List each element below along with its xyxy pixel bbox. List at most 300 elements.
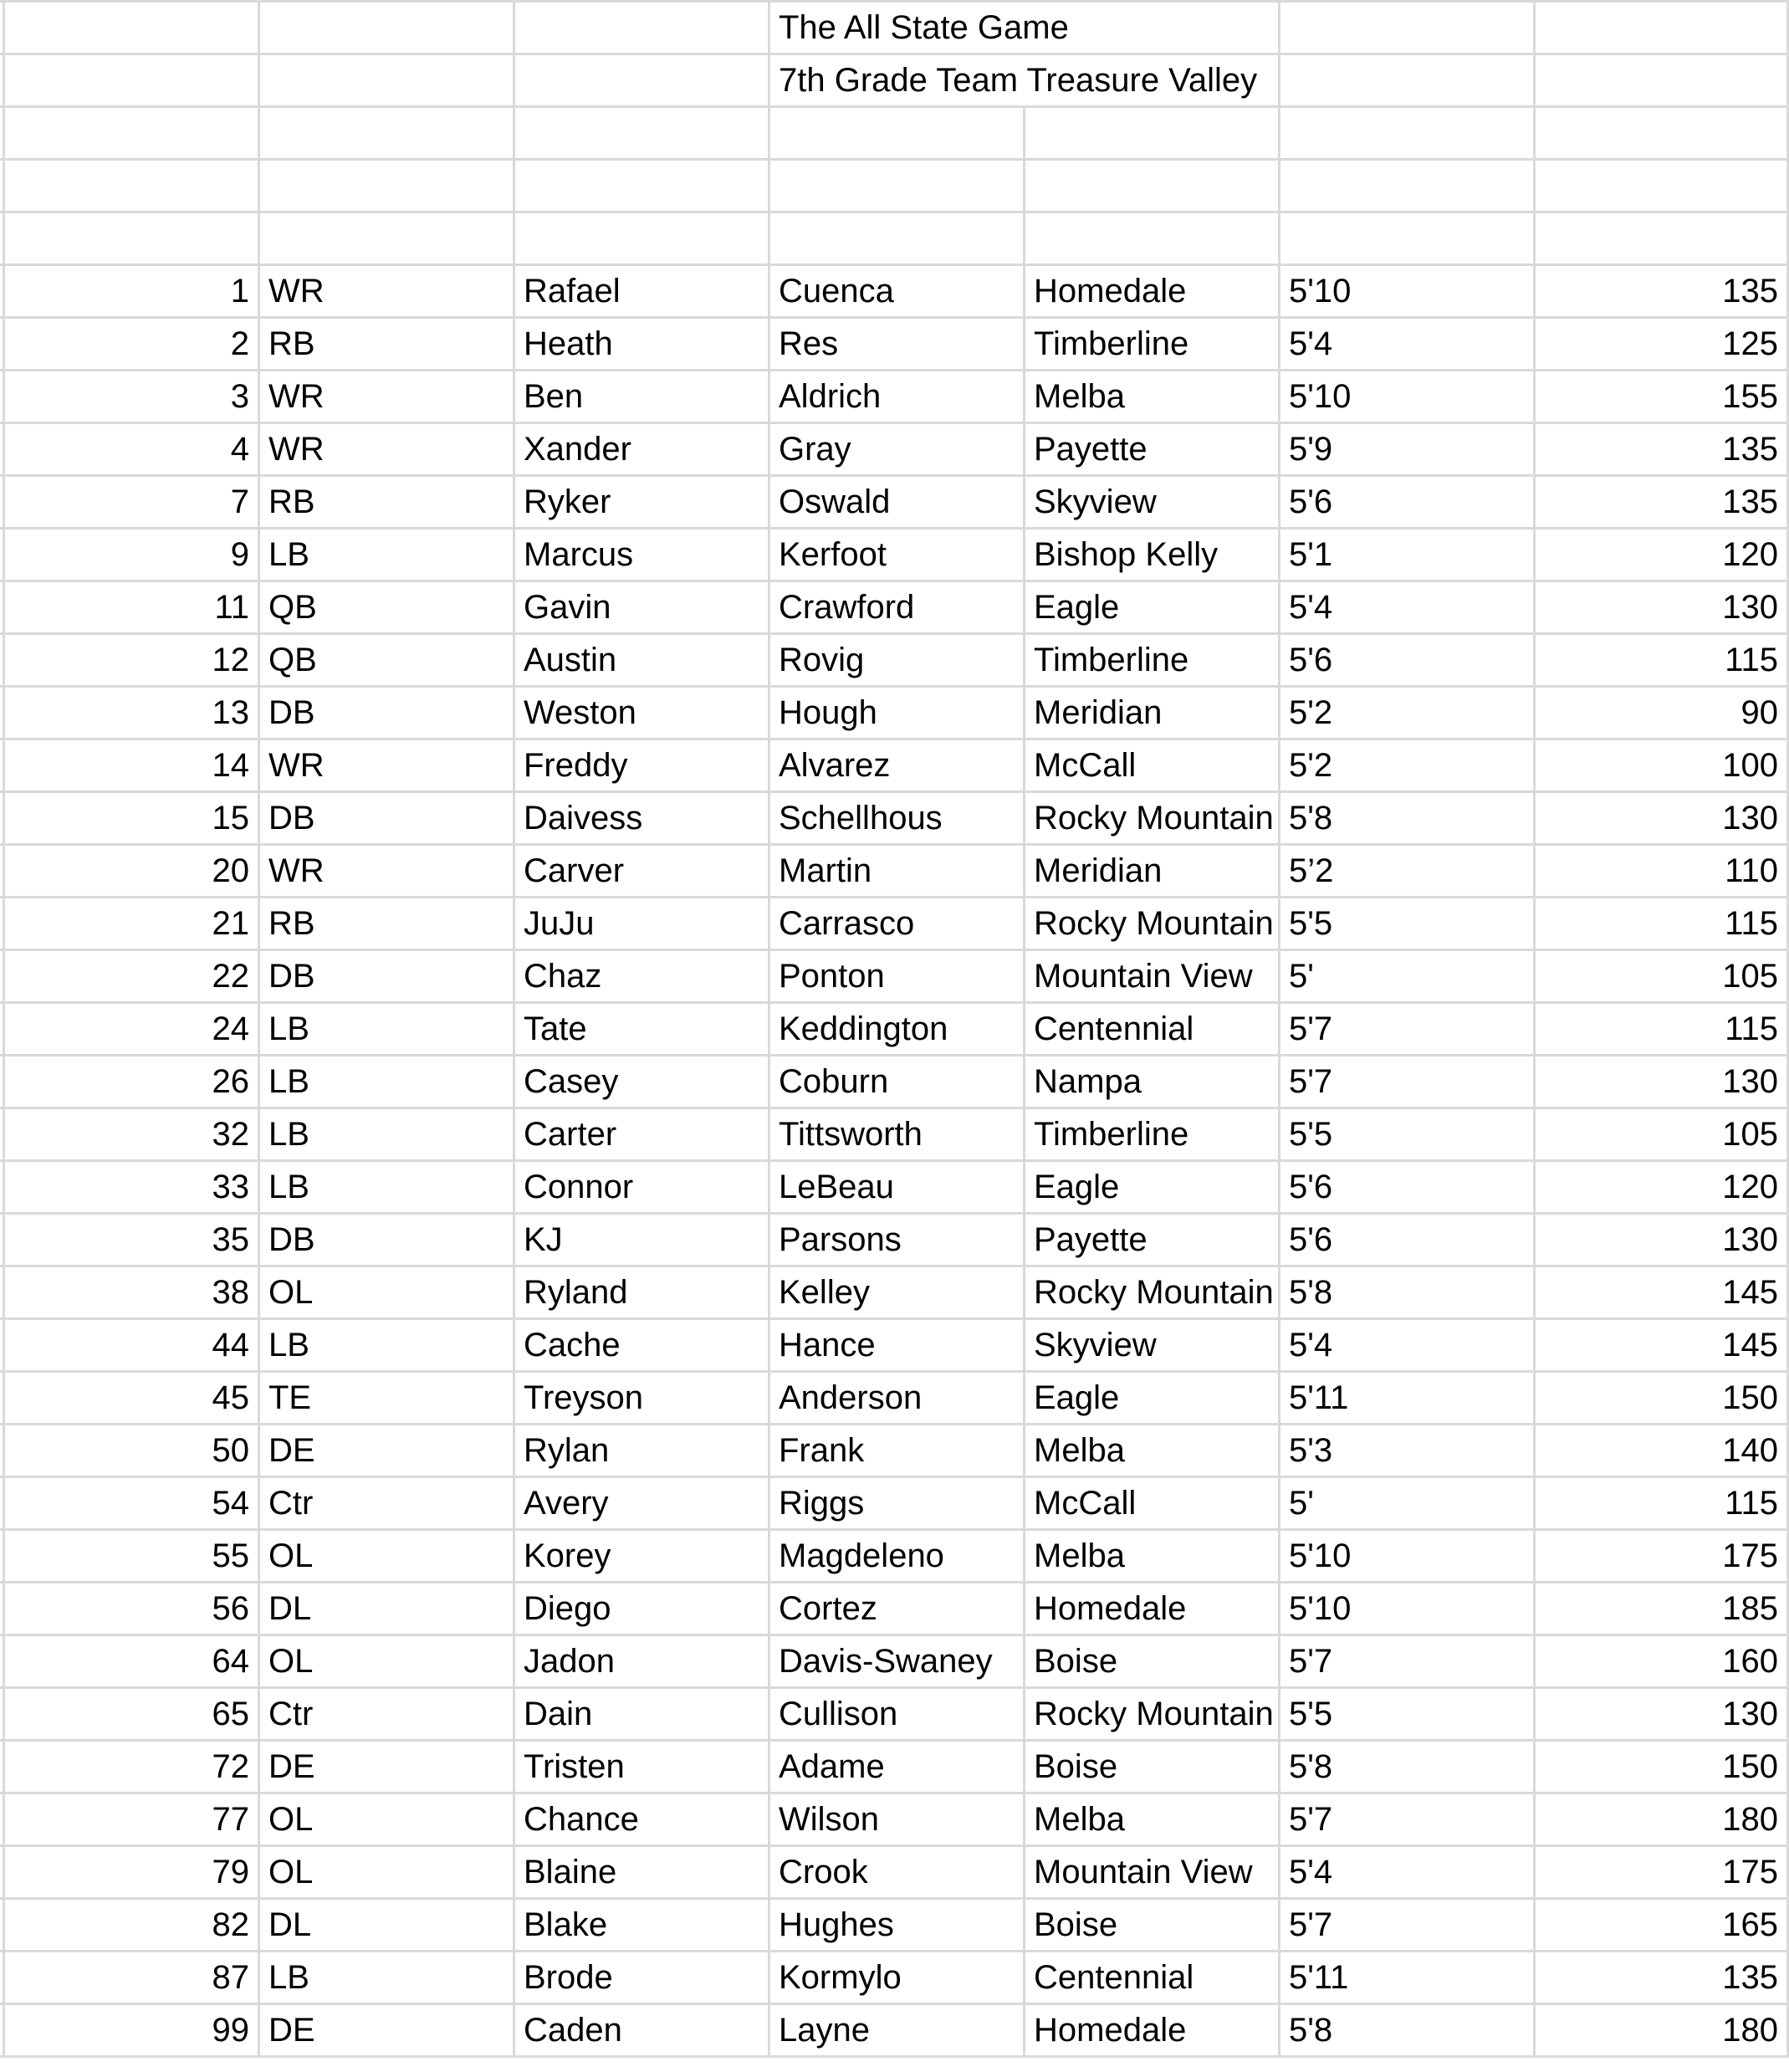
school-cell[interactable]: Meridian bbox=[1023, 846, 1278, 896]
position-cell[interactable]: LB bbox=[258, 530, 513, 580]
school-cell[interactable]: Skyview bbox=[1023, 1320, 1278, 1370]
weight-cell[interactable]: 115 bbox=[1533, 898, 1789, 949]
height-cell[interactable]: 5'8 bbox=[1278, 793, 1533, 843]
last-name-cell[interactable]: Martin bbox=[768, 846, 1023, 896]
first-name-cell[interactable]: Freddy bbox=[513, 740, 768, 790]
title-row-1 bbox=[0, 3, 1789, 55]
table-row bbox=[0, 1689, 1789, 1742]
first-name-cell[interactable]: Diego bbox=[513, 1583, 768, 1634]
jersey-number-cell[interactable]: 82 bbox=[3, 1900, 258, 1950]
school-cell[interactable]: Melba bbox=[1023, 371, 1278, 422]
weight-cell[interactable]: 150 bbox=[1533, 1373, 1789, 1423]
height-cell[interactable]: 5'8 bbox=[1278, 2005, 1533, 2055]
position-cell[interactable]: DL bbox=[258, 1583, 513, 1634]
position-cell[interactable]: Ctr bbox=[258, 1689, 513, 1739]
position-cell[interactable]: RB bbox=[258, 898, 513, 949]
position-cell[interactable]: TE bbox=[258, 1373, 513, 1423]
jersey-number-cell[interactable]: 14 bbox=[3, 740, 258, 790]
table-row bbox=[0, 1952, 1789, 2005]
last-name-cell[interactable]: Cullison bbox=[768, 1689, 1023, 1739]
weight-cell[interactable]: 135 bbox=[1533, 477, 1789, 527]
table-row bbox=[0, 688, 1789, 740]
weight-cell[interactable]: 105 bbox=[1533, 951, 1789, 1001]
first-name-cell[interactable]: Gavin bbox=[513, 582, 768, 632]
jersey-number-cell[interactable]: 54 bbox=[3, 1478, 258, 1528]
weight-cell[interactable]: 175 bbox=[1533, 1847, 1789, 1897]
position-cell[interactable]: DB bbox=[258, 951, 513, 1001]
jersey-number-cell[interactable]: 44 bbox=[3, 1320, 258, 1370]
jersey-number-cell[interactable]: 72 bbox=[3, 1742, 258, 1792]
first-name-cell[interactable]: JuJu bbox=[513, 898, 768, 949]
height-cell[interactable]: 5'5 bbox=[1278, 1689, 1533, 1739]
height-cell[interactable]: 5'2 bbox=[1278, 740, 1533, 790]
last-name-cell[interactable]: Layne bbox=[768, 2005, 1023, 2055]
first-name-cell[interactable]: Treyson bbox=[513, 1373, 768, 1423]
table-row bbox=[0, 1373, 1789, 1425]
jersey-number-cell[interactable]: 79 bbox=[3, 1847, 258, 1897]
first-name-cell[interactable]: Blake bbox=[513, 1900, 768, 1950]
last-name-cell[interactable]: Rovig bbox=[768, 635, 1023, 685]
position-cell[interactable]: RB bbox=[258, 319, 513, 369]
empty-cell[interactable] bbox=[258, 213, 513, 263]
height-cell[interactable]: 5'10 bbox=[1278, 1583, 1533, 1634]
height-cell[interactable]: 5'4 bbox=[1278, 582, 1533, 632]
weight-cell[interactable]: 120 bbox=[1533, 1162, 1789, 1212]
table-row bbox=[0, 740, 1789, 793]
table-row bbox=[0, 477, 1789, 530]
table-row bbox=[0, 1267, 1789, 1320]
position-cell[interactable]: DL bbox=[258, 1900, 513, 1950]
first-name-cell[interactable]: KJ bbox=[513, 1215, 768, 1265]
last-name-cell[interactable]: Cortez bbox=[768, 1583, 1023, 1634]
position-cell[interactable]: LB bbox=[258, 1320, 513, 1370]
position-cell[interactable]: LB bbox=[258, 1056, 513, 1107]
last-name-cell[interactable]: Hughes bbox=[768, 1900, 1023, 1950]
jersey-number-cell[interactable]: 13 bbox=[3, 688, 258, 738]
last-name-cell[interactable]: Crawford bbox=[768, 582, 1023, 632]
school-cell[interactable]: Skyview bbox=[1023, 477, 1278, 527]
school-cell[interactable]: Bishop Kelly bbox=[1023, 530, 1278, 580]
jersey-number-cell[interactable]: 1 bbox=[3, 266, 258, 316]
weight-cell[interactable]: 180 bbox=[1533, 2005, 1789, 2055]
jersey-number-cell[interactable]: 33 bbox=[3, 1162, 258, 1212]
weight-cell[interactable]: 130 bbox=[1533, 582, 1789, 632]
table-row bbox=[0, 1056, 1789, 1109]
empty-cell[interactable] bbox=[3, 55, 258, 105]
school-cell[interactable]: Mountain View bbox=[1023, 1847, 1278, 1897]
last-name-cell[interactable]: Carrasco bbox=[768, 898, 1023, 949]
school-cell[interactable]: Eagle bbox=[1023, 582, 1278, 632]
empty-cell[interactable] bbox=[1023, 161, 1278, 211]
weight-cell[interactable]: 165 bbox=[1533, 1900, 1789, 1950]
position-cell[interactable]: LB bbox=[258, 1952, 513, 2003]
last-name-cell[interactable]: Adame bbox=[768, 1742, 1023, 1792]
last-name-cell[interactable]: Hance bbox=[768, 1320, 1023, 1370]
table-row bbox=[0, 846, 1789, 898]
jersey-number-cell[interactable]: 35 bbox=[3, 1215, 258, 1265]
empty-cell[interactable] bbox=[258, 3, 513, 53]
table-row bbox=[0, 898, 1789, 951]
weight-cell[interactable]: 130 bbox=[1533, 793, 1789, 843]
empty-cell[interactable] bbox=[1533, 108, 1789, 158]
position-cell[interactable]: LB bbox=[258, 1109, 513, 1159]
jersey-number-cell[interactable]: 56 bbox=[3, 1583, 258, 1634]
jersey-number-cell[interactable]: 26 bbox=[3, 1056, 258, 1107]
jersey-number-cell[interactable]: 24 bbox=[3, 1004, 258, 1054]
empty-cell[interactable] bbox=[1533, 161, 1789, 211]
jersey-number-cell[interactable]: 45 bbox=[3, 1373, 258, 1423]
school-cell[interactable]: Timberline bbox=[1023, 319, 1278, 369]
first-name-cell[interactable]: Austin bbox=[513, 635, 768, 685]
jersey-number-cell[interactable]: 7 bbox=[3, 477, 258, 527]
empty-cell[interactable] bbox=[1278, 3, 1533, 53]
school-cell[interactable]: Mountain View bbox=[1023, 951, 1278, 1001]
position-cell[interactable]: OL bbox=[258, 1531, 513, 1581]
school-cell[interactable]: Rocky Mountain bbox=[1023, 1267, 1278, 1317]
last-name-cell[interactable]: Aldrich bbox=[768, 371, 1023, 422]
weight-cell[interactable]: 150 bbox=[1533, 1742, 1789, 1792]
weight-cell[interactable]: 100 bbox=[1533, 740, 1789, 790]
position-cell[interactable]: DE bbox=[258, 2005, 513, 2055]
first-name-cell[interactable]: Connor bbox=[513, 1162, 768, 1212]
position-cell[interactable]: DE bbox=[258, 1742, 513, 1792]
last-name-cell[interactable]: Kerfoot bbox=[768, 530, 1023, 580]
table-row bbox=[0, 1794, 1789, 1847]
table-row bbox=[0, 1425, 1789, 1478]
last-name-cell[interactable]: Coburn bbox=[768, 1056, 1023, 1107]
table-row bbox=[0, 1900, 1789, 1952]
empty-cell[interactable] bbox=[513, 108, 768, 158]
last-name-cell[interactable]: Kelley bbox=[768, 1267, 1023, 1317]
jersey-number-cell[interactable]: 12 bbox=[3, 635, 258, 685]
school-cell[interactable]: Rocky Mountain bbox=[1023, 793, 1278, 843]
jersey-number-cell[interactable]: 77 bbox=[3, 1794, 258, 1844]
position-cell[interactable]: DB bbox=[258, 1215, 513, 1265]
height-cell[interactable]: 5'6 bbox=[1278, 1215, 1533, 1265]
height-cell[interactable]: 5'3 bbox=[1278, 1425, 1533, 1476]
empty-cell[interactable] bbox=[258, 108, 513, 158]
last-name-cell[interactable]: Kormylo bbox=[768, 1952, 1023, 2003]
jersey-number-cell[interactable]: 99 bbox=[3, 2005, 258, 2055]
school-cell[interactable]: Boise bbox=[1023, 1900, 1278, 1950]
empty-cell[interactable] bbox=[1023, 108, 1278, 158]
school-cell[interactable]: Homedale bbox=[1023, 1583, 1278, 1634]
first-name-cell[interactable]: Xander bbox=[513, 424, 768, 474]
weight-cell[interactable]: 90 bbox=[1533, 688, 1789, 738]
weight-cell[interactable]: 110 bbox=[1533, 846, 1789, 896]
jersey-number-cell[interactable]: 87 bbox=[3, 1952, 258, 2003]
last-name-cell[interactable]: Gray bbox=[768, 424, 1023, 474]
first-name-cell[interactable]: Dain bbox=[513, 1689, 768, 1739]
jersey-number-cell[interactable]: 3 bbox=[3, 371, 258, 422]
empty-cell[interactable] bbox=[768, 108, 1023, 158]
jersey-number-cell[interactable]: 32 bbox=[3, 1109, 258, 1159]
first-name-cell[interactable]: Chance bbox=[513, 1794, 768, 1844]
empty-cell[interactable] bbox=[1278, 161, 1533, 211]
height-cell[interactable]: 5'4 bbox=[1278, 319, 1533, 369]
last-name-cell[interactable]: Tittsworth bbox=[768, 1109, 1023, 1159]
first-name-cell[interactable]: Ryland bbox=[513, 1267, 768, 1317]
first-name-cell[interactable]: Avery bbox=[513, 1478, 768, 1528]
empty-cell[interactable] bbox=[1278, 55, 1533, 105]
blank-row bbox=[0, 213, 1789, 266]
empty-cell[interactable] bbox=[513, 161, 768, 211]
school-cell[interactable]: Rocky Mountain bbox=[1023, 898, 1278, 949]
team-title[interactable]: 7th Grade Team Treasure Valley bbox=[768, 55, 1278, 105]
first-name-cell[interactable]: Tristen bbox=[513, 1742, 768, 1792]
position-cell[interactable]: LB bbox=[258, 1162, 513, 1212]
height-cell[interactable]: 5'10 bbox=[1278, 371, 1533, 422]
weight-cell[interactable]: 115 bbox=[1533, 635, 1789, 685]
first-name-cell[interactable]: Caden bbox=[513, 2005, 768, 2055]
height-cell[interactable]: 5'5 bbox=[1278, 898, 1533, 949]
height-cell[interactable]: 5' bbox=[1278, 1478, 1533, 1528]
empty-cell[interactable] bbox=[3, 213, 258, 263]
position-cell[interactable]: LB bbox=[258, 1004, 513, 1054]
last-name-cell[interactable]: Keddington bbox=[768, 1004, 1023, 1054]
school-cell[interactable]: Centennial bbox=[1023, 1952, 1278, 2003]
position-cell[interactable]: WR bbox=[258, 740, 513, 790]
table-row bbox=[0, 582, 1789, 635]
school-cell[interactable]: Payette bbox=[1023, 1215, 1278, 1265]
table-row bbox=[0, 1742, 1789, 1794]
school-cell[interactable]: Timberline bbox=[1023, 1109, 1278, 1159]
height-cell[interactable]: 5'1 bbox=[1278, 530, 1533, 580]
last-name-cell[interactable]: Ponton bbox=[768, 951, 1023, 1001]
empty-cell[interactable] bbox=[258, 55, 513, 105]
first-name-cell[interactable]: Carter bbox=[513, 1109, 768, 1159]
position-cell[interactable]: DB bbox=[258, 688, 513, 738]
position-cell[interactable]: RB bbox=[258, 477, 513, 527]
position-cell[interactable]: OL bbox=[258, 1636, 513, 1686]
school-cell[interactable]: Boise bbox=[1023, 1742, 1278, 1792]
weight-cell[interactable]: 185 bbox=[1533, 1583, 1789, 1634]
empty-cell[interactable] bbox=[513, 3, 768, 53]
last-name-cell[interactable]: Anderson bbox=[768, 1373, 1023, 1423]
weight-cell[interactable]: 145 bbox=[1533, 1267, 1789, 1317]
position-cell[interactable]: Ctr bbox=[258, 1478, 513, 1528]
position-cell[interactable]: DB bbox=[258, 793, 513, 843]
height-cell[interactable]: 5'5 bbox=[1278, 1109, 1533, 1159]
first-name-cell[interactable]: Casey bbox=[513, 1056, 768, 1107]
height-cell[interactable]: 5' bbox=[1278, 951, 1533, 1001]
height-cell[interactable]: 5'7 bbox=[1278, 1900, 1533, 1950]
position-cell[interactable]: WR bbox=[258, 424, 513, 474]
jersey-number-cell[interactable]: 55 bbox=[3, 1531, 258, 1581]
jersey-number-cell[interactable]: 64 bbox=[3, 1636, 258, 1686]
table-row bbox=[0, 1636, 1789, 1689]
height-cell[interactable]: 5'10 bbox=[1278, 1531, 1533, 1581]
first-name-cell[interactable]: Tate bbox=[513, 1004, 768, 1054]
school-cell[interactable]: Rocky Mountain bbox=[1023, 1689, 1278, 1739]
weight-cell[interactable]: 115 bbox=[1533, 1478, 1789, 1528]
position-cell[interactable]: QB bbox=[258, 582, 513, 632]
weight-cell[interactable]: 140 bbox=[1533, 1425, 1789, 1476]
position-cell[interactable]: OL bbox=[258, 1267, 513, 1317]
school-cell[interactable]: McCall bbox=[1023, 740, 1278, 790]
height-cell[interactable]: 5'8 bbox=[1278, 1267, 1533, 1317]
school-cell[interactable]: Melba bbox=[1023, 1794, 1278, 1844]
height-cell[interactable]: 5'4 bbox=[1278, 1847, 1533, 1897]
school-cell[interactable]: Timberline bbox=[1023, 635, 1278, 685]
first-name-cell[interactable]: Heath bbox=[513, 319, 768, 369]
empty-cell[interactable] bbox=[1533, 55, 1789, 105]
height-cell[interactable]: 5'7 bbox=[1278, 1056, 1533, 1107]
weight-cell[interactable]: 105 bbox=[1533, 1109, 1789, 1159]
weight-cell[interactable]: 135 bbox=[1533, 424, 1789, 474]
height-cell[interactable]: 5'10 bbox=[1278, 266, 1533, 316]
position-cell[interactable]: WR bbox=[258, 266, 513, 316]
weight-cell[interactable]: 175 bbox=[1533, 1531, 1789, 1581]
jersey-number-cell[interactable]: 20 bbox=[3, 846, 258, 896]
table-row bbox=[0, 793, 1789, 846]
empty-cell[interactable] bbox=[1533, 213, 1789, 263]
height-cell[interactable]: 5'11 bbox=[1278, 1952, 1533, 2003]
school-cell[interactable]: Boise bbox=[1023, 1636, 1278, 1686]
jersey-number-cell[interactable]: 4 bbox=[3, 424, 258, 474]
school-cell[interactable]: Eagle bbox=[1023, 1373, 1278, 1423]
school-cell[interactable]: Payette bbox=[1023, 424, 1278, 474]
empty-cell[interactable] bbox=[768, 161, 1023, 211]
blank-row bbox=[0, 108, 1789, 161]
last-name-cell[interactable]: Schellhous bbox=[768, 793, 1023, 843]
jersey-number-cell[interactable]: 2 bbox=[3, 319, 258, 369]
weight-cell[interactable]: 130 bbox=[1533, 1056, 1789, 1107]
empty-cell[interactable] bbox=[3, 3, 258, 53]
first-name-cell[interactable]: Marcus bbox=[513, 530, 768, 580]
weight-cell[interactable]: 160 bbox=[1533, 1636, 1789, 1686]
height-cell[interactable]: 5'7 bbox=[1278, 1636, 1533, 1686]
position-cell[interactable]: QB bbox=[258, 635, 513, 685]
school-cell[interactable]: Eagle bbox=[1023, 1162, 1278, 1212]
empty-cell[interactable] bbox=[513, 55, 768, 105]
position-cell[interactable]: WR bbox=[258, 371, 513, 422]
last-name-cell[interactable]: Hough bbox=[768, 688, 1023, 738]
jersey-number-cell[interactable]: 50 bbox=[3, 1425, 258, 1476]
school-cell[interactable]: Nampa bbox=[1023, 1056, 1278, 1107]
weight-cell[interactable]: 125 bbox=[1533, 319, 1789, 369]
height-cell[interactable]: 5'8 bbox=[1278, 1742, 1533, 1792]
height-cell[interactable]: 5'9 bbox=[1278, 424, 1533, 474]
table-row bbox=[0, 1320, 1789, 1373]
jersey-number-cell[interactable]: 65 bbox=[3, 1689, 258, 1739]
first-name-cell[interactable]: Ryker bbox=[513, 477, 768, 527]
last-name-cell[interactable]: Crook bbox=[768, 1847, 1023, 1897]
last-name-cell[interactable]: Riggs bbox=[768, 1478, 1023, 1528]
position-cell[interactable]: OL bbox=[258, 1847, 513, 1897]
empty-cell[interactable] bbox=[1023, 213, 1278, 263]
last-name-cell[interactable]: Alvarez bbox=[768, 740, 1023, 790]
jersey-number-cell[interactable]: 21 bbox=[3, 898, 258, 949]
last-name-cell[interactable]: Res bbox=[768, 319, 1023, 369]
height-cell[interactable]: 5'6 bbox=[1278, 635, 1533, 685]
weight-cell[interactable]: 135 bbox=[1533, 1952, 1789, 2003]
first-name-cell[interactable]: Carver bbox=[513, 846, 768, 896]
empty-cell[interactable] bbox=[3, 108, 258, 158]
table-row bbox=[0, 371, 1789, 424]
last-name-cell[interactable]: Magdeleno bbox=[768, 1531, 1023, 1581]
position-cell[interactable]: OL bbox=[258, 1794, 513, 1844]
height-cell[interactable]: 5'6 bbox=[1278, 1162, 1533, 1212]
empty-cell[interactable] bbox=[768, 213, 1023, 263]
first-name-cell[interactable]: Ben bbox=[513, 371, 768, 422]
empty-cell[interactable] bbox=[1278, 213, 1533, 263]
height-cell[interactable]: 5'6 bbox=[1278, 477, 1533, 527]
weight-cell[interactable]: 155 bbox=[1533, 371, 1789, 422]
jersey-number-cell[interactable]: 9 bbox=[3, 530, 258, 580]
jersey-number-cell[interactable]: 11 bbox=[3, 582, 258, 632]
table-row bbox=[0, 1162, 1789, 1215]
last-name-cell[interactable]: LeBeau bbox=[768, 1162, 1023, 1212]
height-cell[interactable]: 5'7 bbox=[1278, 1794, 1533, 1844]
weight-cell[interactable]: 130 bbox=[1533, 1689, 1789, 1739]
empty-cell[interactable] bbox=[258, 161, 513, 211]
empty-cell[interactable] bbox=[3, 161, 258, 211]
first-name-cell[interactable]: Blaine bbox=[513, 1847, 768, 1897]
table-row bbox=[0, 266, 1789, 319]
event-title[interactable]: The All State Game bbox=[768, 3, 1278, 53]
blank-row bbox=[0, 161, 1789, 213]
empty-cell[interactable] bbox=[513, 213, 768, 263]
weight-cell[interactable]: 145 bbox=[1533, 1320, 1789, 1370]
last-name-cell[interactable]: Parsons bbox=[768, 1215, 1023, 1265]
weight-cell[interactable]: 180 bbox=[1533, 1794, 1789, 1844]
position-cell[interactable]: DE bbox=[258, 1425, 513, 1476]
first-name-cell[interactable]: Daivess bbox=[513, 793, 768, 843]
height-cell[interactable]: 5'11 bbox=[1278, 1373, 1533, 1423]
height-cell[interactable]: 5'7 bbox=[1278, 1004, 1533, 1054]
last-name-cell[interactable]: Davis-Swaney bbox=[768, 1636, 1023, 1686]
school-cell[interactable]: Meridian bbox=[1023, 688, 1278, 738]
last-name-cell[interactable]: Wilson bbox=[768, 1794, 1023, 1844]
position-cell[interactable]: WR bbox=[258, 846, 513, 896]
first-name-cell[interactable]: Jadon bbox=[513, 1636, 768, 1686]
table-row bbox=[0, 424, 1789, 477]
school-cell[interactable]: McCall bbox=[1023, 1478, 1278, 1528]
first-name-cell[interactable]: Rafael bbox=[513, 266, 768, 316]
weight-cell[interactable]: 130 bbox=[1533, 1215, 1789, 1265]
first-name-cell[interactable]: Brode bbox=[513, 1952, 768, 2003]
weight-cell[interactable]: 120 bbox=[1533, 530, 1789, 580]
first-name-cell[interactable]: Chaz bbox=[513, 951, 768, 1001]
height-cell[interactable]: 5’2 bbox=[1278, 846, 1533, 896]
jersey-number-cell[interactable]: 22 bbox=[3, 951, 258, 1001]
first-name-cell[interactable]: Cache bbox=[513, 1320, 768, 1370]
last-name-cell[interactable]: Cuenca bbox=[768, 266, 1023, 316]
table-row bbox=[0, 2005, 1789, 2058]
school-cell[interactable]: Melba bbox=[1023, 1425, 1278, 1476]
table-row bbox=[0, 1583, 1789, 1636]
school-cell[interactable]: Homedale bbox=[1023, 2005, 1278, 2055]
first-name-cell[interactable]: Rylan bbox=[513, 1425, 768, 1476]
school-cell[interactable]: Homedale bbox=[1023, 266, 1278, 316]
school-cell[interactable]: Melba bbox=[1023, 1531, 1278, 1581]
jersey-number-cell[interactable]: 15 bbox=[3, 793, 258, 843]
last-name-cell[interactable]: Oswald bbox=[768, 477, 1023, 527]
jersey-number-cell[interactable]: 38 bbox=[3, 1267, 258, 1317]
height-cell[interactable]: 5'4 bbox=[1278, 1320, 1533, 1370]
table-row bbox=[0, 1215, 1789, 1267]
empty-cell[interactable] bbox=[1533, 3, 1789, 53]
height-cell[interactable]: 5'2 bbox=[1278, 688, 1533, 738]
empty-cell[interactable] bbox=[1278, 108, 1533, 158]
last-name-cell[interactable]: Frank bbox=[768, 1425, 1023, 1476]
weight-cell[interactable]: 135 bbox=[1533, 266, 1789, 316]
school-cell[interactable]: Centennial bbox=[1023, 1004, 1278, 1054]
first-name-cell[interactable]: Weston bbox=[513, 688, 768, 738]
weight-cell[interactable]: 115 bbox=[1533, 1004, 1789, 1054]
first-name-cell[interactable]: Korey bbox=[513, 1531, 768, 1581]
